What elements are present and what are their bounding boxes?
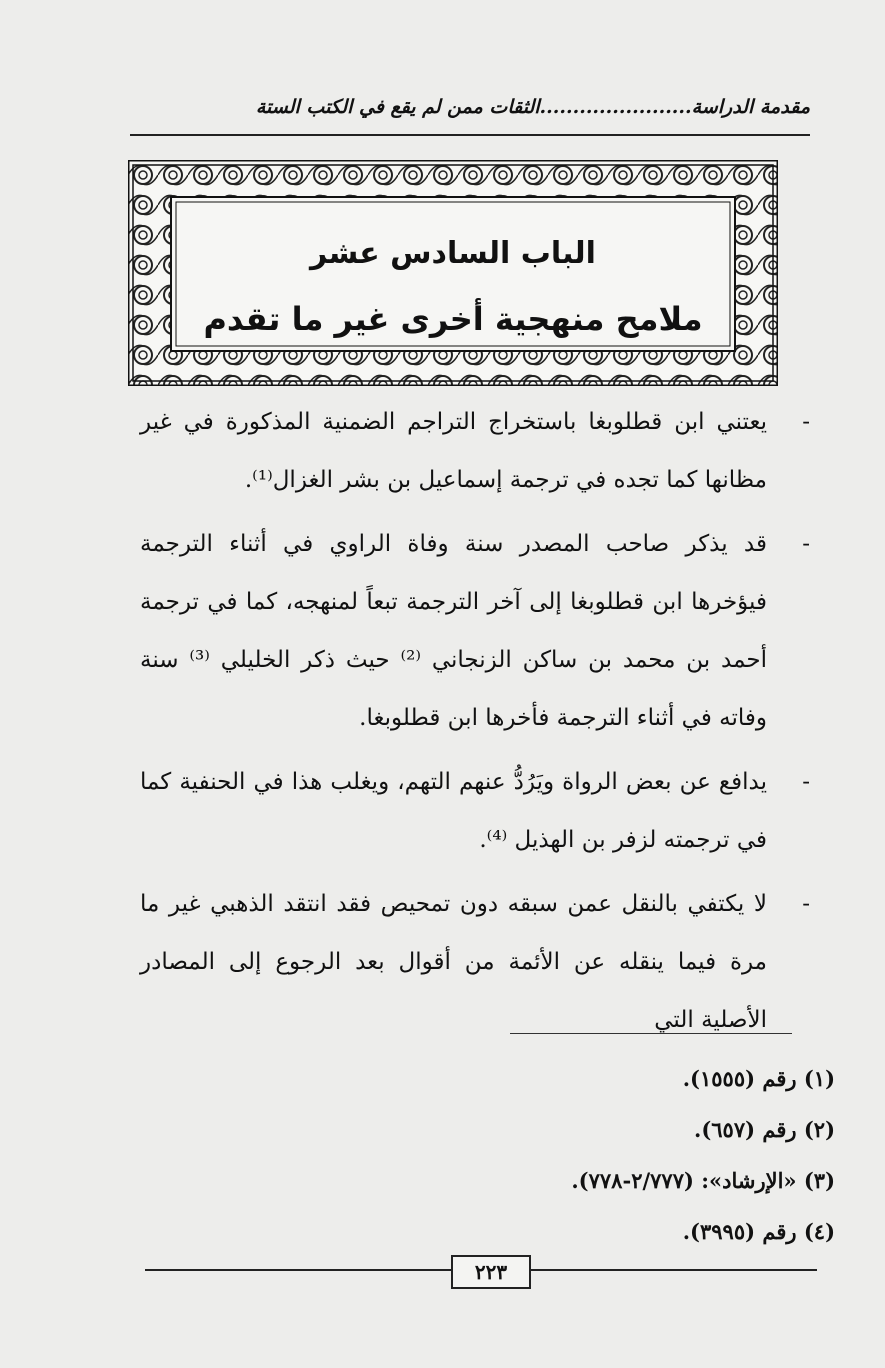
list-dash: - <box>802 769 810 795</box>
list-item-text: قد يذكر صاحب المصدر سنة وفاة الراوي في أثناء الترجمة فيؤخرها ابن قطلوبغا إلى آخر الترجمة تبعاً لمنهجه، كما في ترجمة أحمد بن محمد بن ساكن الزنجاني ⁽²⁾ حيث ذكر الخليلي ⁽³⁾ سنة وفاته في أثناء الترجمة فأخرها ابن قطلوبغا. <box>140 531 767 731</box>
bottom-rule-left <box>145 1269 451 1271</box>
header-rule <box>130 134 810 136</box>
chapter-title-frame <box>128 160 778 386</box>
list-dash: - <box>802 531 810 557</box>
list-dash: - <box>802 409 810 435</box>
list-item-text: يدافع عن بعض الرواة ويَرُدُّ عنهم التهم، ويغلب هذا في الحنفية كما في ترجمته لزفر بن الهذيل ⁽⁴⁾. <box>140 769 767 853</box>
footnote: (١) رقم (١٥٥٥). <box>682 1066 835 1091</box>
running-header: مقدمة الدراسة.......................الثقات ممن لم يقع في الكتب الستة <box>255 96 810 118</box>
list-item-text: لا يكتفي بالنقل عمن سبقه دون تمحيص فقد انتقد الذهبي غير ما مرة فيما ينقله عن الأئمة من أقوال بعد الرجوع إلى المصادر الأصلية التي <box>140 891 767 1033</box>
list-item-text: يعتني ابن قطلوبغا باستخراج التراجم الضمنية المذكورة في غير مظانها كما تجده في ترجمة إسماعيل بن بشر الغزال⁽¹⁾. <box>140 409 767 493</box>
list-item <box>140 753 810 869</box>
footnote: (٤) رقم (٣٩٩٥). <box>682 1219 835 1244</box>
footnote: (٣) «الإرشاد»: (٢/٧٧٧-٧٧٨). <box>571 1168 835 1193</box>
footnote: (٢) رقم (٦٥٧). <box>694 1117 835 1142</box>
list-item <box>140 875 810 1049</box>
list-dash: - <box>802 891 810 917</box>
bottom-rule-right <box>531 1269 817 1271</box>
footnote-separator <box>510 1033 792 1034</box>
list-item <box>140 393 810 509</box>
list-item <box>140 515 810 747</box>
chapter-number: الباب السادس عشر <box>310 236 596 271</box>
footnotes <box>335 1053 835 1257</box>
chapter-subtitle: ملامح منهجية أخرى غير ما تقدم <box>203 300 703 338</box>
page-number: ٢٢٣ <box>451 1255 531 1289</box>
body-text <box>140 393 810 1055</box>
ornamental-border <box>128 160 778 386</box>
